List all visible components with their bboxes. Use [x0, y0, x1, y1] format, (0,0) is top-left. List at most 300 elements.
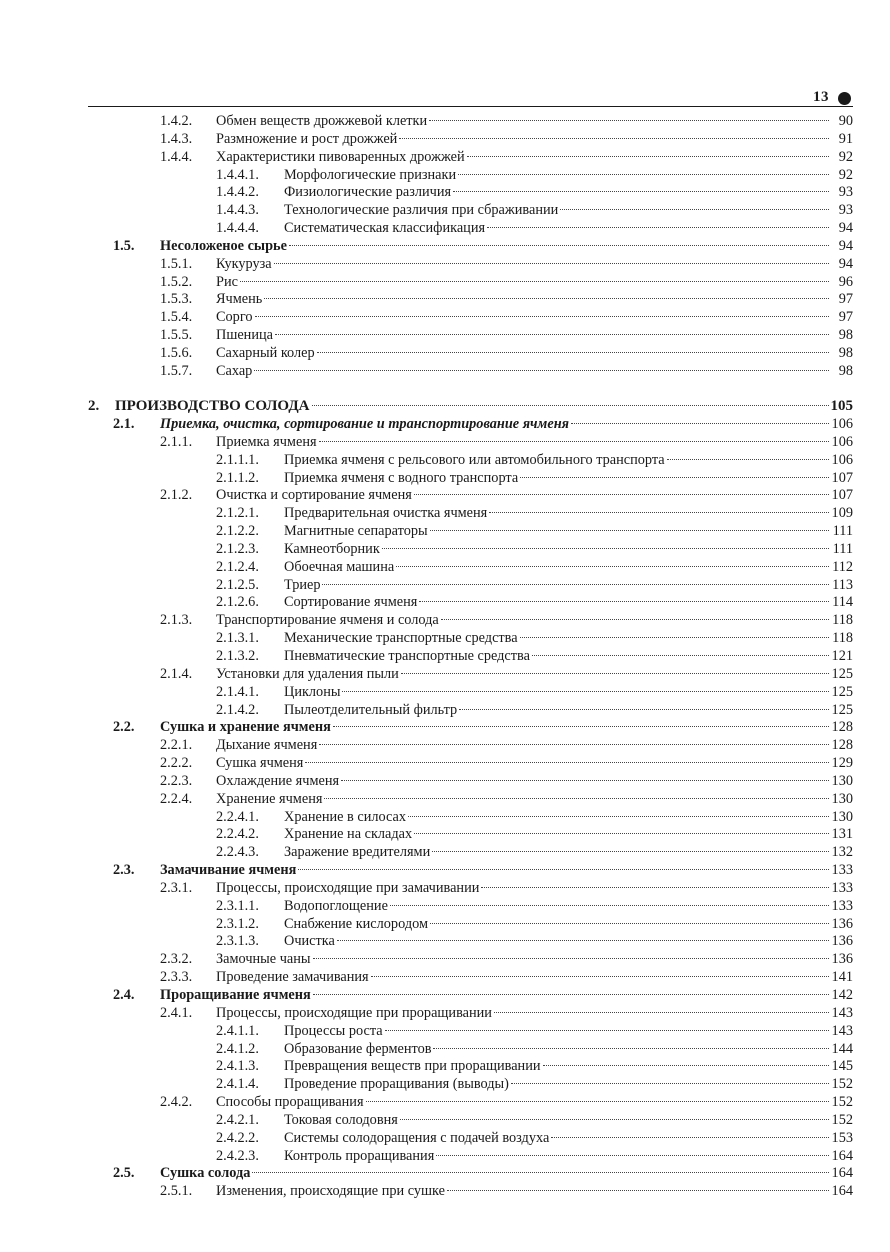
toc-entry-page: 114 — [832, 594, 853, 611]
toc-entry-number: 2. — [88, 398, 100, 415]
toc-entry-title: Циклоны — [284, 683, 341, 700]
toc-entry[interactable] — [88, 202, 853, 220]
toc-entry-number: 2.3.1.3. — [216, 933, 259, 950]
toc-entry[interactable] — [88, 951, 853, 969]
toc-entry[interactable] — [88, 630, 853, 648]
dot-leader — [264, 298, 829, 299]
toc-entry-number: 2.2.3. — [160, 772, 193, 789]
toc-entry[interactable] — [88, 541, 853, 559]
header-rule — [88, 106, 853, 107]
dot-leader — [543, 1065, 830, 1066]
toc-entry-page: 143 — [831, 1022, 853, 1039]
toc-entry-number: 2.4.1.1. — [216, 1022, 259, 1039]
toc-entry[interactable] — [88, 363, 853, 381]
dot-leader — [312, 405, 829, 406]
toc-entry-page: 132 — [831, 844, 853, 861]
toc-entry[interactable] — [88, 1183, 853, 1201]
toc-entry-page: 130 — [831, 790, 853, 807]
toc-entry[interactable] — [88, 844, 853, 862]
toc-entry-number: 2.2. — [113, 719, 135, 736]
toc-entry[interactable] — [88, 184, 853, 202]
toc-entry-number: 2.2.4.3. — [216, 844, 259, 861]
toc-entry-title: Триер — [284, 576, 321, 593]
dot-leader — [432, 851, 829, 852]
toc-entry-number: 1.4.4.1. — [216, 166, 259, 183]
dot-leader — [441, 619, 829, 620]
toc-entry[interactable] — [88, 916, 853, 934]
toc-entry-number: 2.1.2.2. — [216, 523, 259, 540]
toc-entry-title: Процессы, происходящие при замачивании — [216, 879, 480, 896]
toc-entry[interactable] — [88, 612, 853, 630]
toc-entry-title: Приемка, очистка, сортирование и транспортирование ячменя — [160, 416, 570, 432]
toc-entry-page: 145 — [831, 1058, 853, 1075]
toc-entry-number: 2.3.1.1. — [216, 897, 259, 914]
toc-entry-page: 106 — [831, 451, 853, 468]
toc-entry-number: 2.2.4. — [160, 790, 193, 807]
toc-entry-number: 2.4.2.3. — [216, 1147, 259, 1164]
dot-leader — [408, 816, 829, 817]
toc-entry-number: 2.1.2.3. — [216, 540, 259, 557]
toc-entry[interactable] — [88, 755, 853, 773]
toc-entry[interactable] — [88, 809, 853, 827]
toc-entry-title: Очистка — [284, 933, 335, 950]
dot-leader — [317, 352, 829, 353]
toc-entry-title: Сорго — [216, 309, 253, 326]
toc-entry-page: 136 — [831, 933, 853, 950]
dot-leader — [571, 423, 829, 424]
toc-entry-number: 2.4.2.1. — [216, 1111, 259, 1128]
toc-entry[interactable] — [88, 1058, 853, 1076]
toc-entry-title: Приемка ячменя с водного транспорта — [284, 469, 519, 486]
toc-entry-title: Проращивание ячменя — [160, 987, 311, 1003]
toc-entry-page: 109 — [831, 505, 853, 522]
toc-entry-title: Замочные чаны — [216, 951, 311, 968]
dot-leader — [396, 566, 829, 567]
toc-entry-title: Размножение и рост дрожжей — [216, 130, 398, 147]
toc-entry[interactable] — [88, 559, 853, 577]
toc-entry[interactable] — [88, 594, 853, 612]
toc-entry-title: Контроль проращивания — [284, 1147, 435, 1164]
toc-entry-page: 94 — [838, 255, 853, 272]
toc-entry[interactable] — [88, 702, 853, 720]
dot-leader — [667, 459, 829, 460]
toc-entry-number: 2.1. — [113, 416, 135, 432]
toc-entry-number: 2.2.1. — [160, 737, 193, 754]
toc-entry[interactable] — [88, 684, 853, 702]
toc-entry-page: 121 — [831, 647, 853, 664]
toc-entry[interactable] — [88, 737, 853, 755]
toc-entry-title: Установки для удаления пыли — [216, 665, 399, 682]
dot-leader — [494, 1012, 829, 1013]
dot-leader — [319, 744, 829, 745]
toc-entry-number: 2.1.1. — [160, 433, 193, 450]
dot-leader — [560, 209, 829, 210]
toc-entry-number: 1.5.6. — [160, 344, 193, 361]
toc-entry[interactable] — [88, 1023, 853, 1041]
toc-entry-page: 107 — [831, 469, 853, 486]
toc-entry[interactable] — [88, 1094, 853, 1112]
dot-leader — [240, 281, 829, 282]
toc-entry-number: 1.4.4.4. — [216, 220, 259, 237]
toc-entry[interactable] — [88, 719, 853, 737]
toc-entry[interactable] — [88, 826, 853, 844]
toc-entry-number: 2.1.4. — [160, 665, 193, 682]
toc-entry-page: 144 — [831, 1040, 853, 1057]
bullet-dot-icon — [838, 92, 851, 105]
toc-entry-page: 93 — [838, 202, 853, 219]
toc-entry-page: 164 — [831, 1165, 853, 1182]
toc-entry-number: 2.3.3. — [160, 969, 193, 986]
toc-entry-title: Систематическая классификация — [284, 220, 486, 237]
dot-leader — [366, 1101, 829, 1102]
dot-leader — [275, 334, 829, 335]
toc-entry-page: 128 — [831, 719, 853, 736]
toc-entry-title: Хранение на складах — [284, 826, 413, 843]
toc-entry[interactable] — [88, 523, 853, 541]
toc-entry[interactable] — [88, 505, 853, 523]
toc-entry-title: Процессы, происходящие при проращивании — [216, 1004, 492, 1021]
toc-entry-page: 133 — [831, 897, 853, 914]
toc-entry-number: 2.4. — [113, 987, 135, 1003]
toc-entry-title: Снабжение кислородом — [284, 915, 429, 932]
toc-entry-number: 2.2.2. — [160, 755, 193, 772]
toc-entry-page: 105 — [830, 398, 853, 415]
table-of-contents — [88, 113, 853, 1201]
toc-entry[interactable] — [88, 862, 853, 880]
toc-entry-page: 98 — [838, 362, 853, 379]
toc-entry-title: Механические транспортные средства — [284, 630, 518, 647]
toc-entry-title: Ячмень — [216, 291, 263, 308]
toc-entry-title: ПРОИЗВОДСТВО СОЛОДА — [115, 398, 310, 415]
toc-entry-page: 90 — [838, 113, 853, 129]
toc-entry[interactable] — [88, 220, 853, 238]
dot-leader — [322, 584, 829, 585]
toc-entry-title: Процессы роста — [284, 1022, 383, 1039]
toc-entry-page: 125 — [831, 701, 853, 718]
dot-leader — [298, 869, 829, 870]
toc-entry[interactable] — [88, 327, 853, 345]
toc-entry[interactable] — [88, 487, 853, 505]
dot-leader — [400, 1119, 829, 1120]
toc-entry-number: 2.5. — [113, 1165, 135, 1182]
toc-entry-title: Сушка солода — [160, 1165, 251, 1182]
toc-entry[interactable] — [88, 880, 853, 898]
dot-leader — [390, 905, 829, 906]
toc-entry-title: Рис — [216, 273, 238, 290]
toc-entry-title: Способы проращивания — [216, 1094, 364, 1111]
toc-entry-number: 1.5.4. — [160, 309, 193, 326]
dot-leader — [371, 976, 829, 977]
toc-entry-title: Водопоглощение — [284, 897, 388, 914]
toc-entry-title: Камнеотборник — [284, 540, 380, 557]
toc-entry-page: 136 — [831, 951, 853, 968]
toc-entry-number: 1.4.4. — [160, 148, 193, 165]
dot-leader — [419, 601, 829, 602]
toc-entry-number: 1.5.2. — [160, 273, 193, 290]
toc-entry[interactable] — [88, 933, 853, 951]
toc-entry-page: 130 — [831, 808, 853, 825]
toc-entry[interactable] — [88, 238, 853, 256]
dot-leader — [289, 245, 829, 246]
toc-entry-number: 2.1.2.6. — [216, 594, 259, 611]
toc-entry-title: Превращения веществ при проращивании — [284, 1058, 541, 1075]
dot-leader — [429, 120, 829, 121]
toc-entry-number: 2.1.2.4. — [216, 558, 259, 575]
page-header — [88, 90, 853, 108]
toc-entry-page: 152 — [831, 1076, 853, 1093]
dot-leader — [305, 762, 829, 763]
dot-leader — [551, 1137, 829, 1138]
dot-leader — [399, 138, 829, 139]
toc-entry[interactable] — [88, 1165, 853, 1183]
toc-entry-title: Сахарный колер — [216, 344, 315, 361]
dot-leader — [255, 316, 830, 317]
toc-entry[interactable] — [88, 898, 853, 916]
toc-entry-number: 1.5.1. — [160, 255, 193, 272]
dot-leader — [459, 709, 829, 710]
toc-entry-page: 142 — [831, 987, 853, 1003]
toc-entry-number: 2.4.1. — [160, 1004, 193, 1021]
toc-entry-title: Образование ферментов — [284, 1040, 432, 1057]
toc-entry-title: Замачивание ячменя — [160, 862, 297, 879]
toc-entry[interactable] — [88, 291, 853, 309]
toc-entry-title: Токовая солодовня — [284, 1111, 398, 1128]
toc-entry[interactable] — [88, 470, 853, 488]
toc-entry-number: 2.1.4.2. — [216, 701, 259, 718]
toc-entry-title: Приемка ячменя с рельсового или автомобильного транспорта — [284, 451, 665, 468]
toc-entry[interactable] — [88, 434, 853, 452]
toc-entry-page: 107 — [831, 487, 853, 504]
toc-entry-page: 92 — [838, 148, 853, 165]
toc-entry-number: 2.1.4.1. — [216, 683, 259, 700]
toc-entry-number: 2.4.2.2. — [216, 1129, 259, 1146]
toc-entry-page: 113 — [832, 576, 853, 593]
toc-entry-page: 97 — [838, 291, 853, 308]
toc-entry-number: 2.1.2. — [160, 487, 193, 504]
toc-entry-title: Транспортирование ячменя и солода — [216, 612, 439, 629]
toc-entry-title: Проведение замачивания — [216, 969, 369, 986]
toc-entry[interactable] — [88, 274, 853, 292]
toc-entry[interactable] — [88, 309, 853, 327]
toc-entry-page: 143 — [831, 1004, 853, 1021]
toc-entry-title: Системы солодоращения с подачей воздуха — [284, 1129, 550, 1146]
toc-entry-number: 1.4.4.3. — [216, 202, 259, 219]
toc-entry-number: 2.3. — [113, 862, 135, 879]
toc-entry-title: Охлаждение ячменя — [216, 772, 340, 789]
toc-entry-title: Кукуруза — [216, 255, 272, 272]
toc-entry-number: 2.4.1.2. — [216, 1040, 259, 1057]
toc-entry-page: 130 — [831, 772, 853, 789]
dot-leader — [511, 1083, 829, 1084]
toc-entry[interactable] — [88, 1112, 853, 1130]
toc-entry-page: 91 — [838, 130, 853, 147]
dot-leader — [481, 887, 829, 888]
toc-entry-number: 2.2.4.1. — [216, 808, 259, 825]
dot-leader — [313, 958, 830, 959]
toc-entry-number: 2.1.2.1. — [216, 505, 259, 522]
toc-entry-title: Хранение в силосах — [284, 808, 407, 825]
toc-entry-page: 141 — [831, 969, 853, 986]
dot-leader — [487, 227, 829, 228]
toc-entry-number: 2.3.1. — [160, 879, 193, 896]
toc-entry-page: 131 — [831, 826, 853, 843]
dot-leader — [401, 673, 829, 674]
toc-entry-page: 93 — [838, 184, 853, 201]
dot-leader — [252, 1172, 829, 1173]
dot-leader — [430, 530, 829, 531]
toc-entry-page: 152 — [831, 1094, 853, 1111]
dot-leader — [333, 726, 829, 727]
toc-entry-title: Обоечная машина — [284, 558, 395, 575]
dot-leader — [520, 477, 829, 478]
dot-leader — [337, 940, 829, 941]
toc-entry-page: 125 — [831, 683, 853, 700]
toc-entry-page: 164 — [831, 1183, 853, 1200]
toc-entry-page: 106 — [831, 433, 853, 450]
dot-leader — [414, 494, 829, 495]
toc-entry-title: Обмен веществ дрожжевой клетки — [216, 113, 428, 129]
toc-entry-number: 2.3.1.2. — [216, 915, 259, 932]
toc-entry-title: Сахар — [216, 362, 253, 379]
dot-leader — [532, 655, 829, 656]
toc-entry[interactable] — [88, 648, 853, 666]
toc-entry-title: Технологические различия при сбраживании — [284, 202, 559, 219]
toc-entry-number: 2.1.3.1. — [216, 630, 259, 647]
toc-entry-number: 1.4.4.2. — [216, 184, 259, 201]
toc-entry[interactable] — [88, 577, 853, 595]
toc-entry-page: 153 — [831, 1129, 853, 1146]
toc-entry-number: 2.4.1.4. — [216, 1076, 259, 1093]
toc-entry-title: Сушка ячменя — [216, 755, 304, 772]
toc-entry-number: 2.1.2.5. — [216, 576, 259, 593]
toc-entry-number: 1.5.5. — [160, 327, 193, 344]
toc-entry-page: 125 — [831, 665, 853, 682]
toc-entry-page: 111 — [832, 540, 853, 557]
toc-entry-number: 2.1.3. — [160, 612, 193, 629]
toc-entry-page: 133 — [831, 862, 853, 879]
toc-entry[interactable] — [88, 167, 853, 185]
dot-leader — [341, 780, 829, 781]
toc-entry[interactable] — [88, 345, 853, 363]
toc-entry[interactable] — [88, 416, 853, 434]
dot-leader — [319, 441, 829, 442]
dot-leader — [382, 548, 829, 549]
toc-entry-title: Заражение вредителями — [284, 844, 431, 861]
toc-entry-page: 164 — [831, 1147, 853, 1164]
toc-entry-title: Очистка и сортирование ячменя — [216, 487, 412, 504]
toc-entry-page: 111 — [832, 523, 853, 540]
dot-leader — [414, 833, 829, 834]
toc-entry-title: Изменения, происходящие при сушке — [216, 1183, 445, 1200]
toc-entry-number: 1.4.2. — [160, 113, 193, 129]
toc-entry-page: 96 — [838, 273, 853, 290]
toc-entry-page: 118 — [832, 612, 853, 629]
toc-entry-number: 2.1.1.2. — [216, 469, 259, 486]
toc-entry-page: 118 — [832, 630, 853, 647]
dot-leader — [274, 263, 829, 264]
toc-entry-page: 94 — [838, 237, 853, 254]
toc-entry-number: 2.2.4.2. — [216, 826, 259, 843]
dot-leader — [436, 1155, 829, 1156]
toc-entry-title: Несоложеное сырье — [160, 237, 287, 254]
toc-entry-page: 128 — [831, 737, 853, 754]
dot-leader — [324, 798, 829, 799]
toc-entry-title: Проведение проращивания (выводы) — [284, 1076, 509, 1093]
toc-entry[interactable] — [88, 1005, 853, 1023]
toc-entry-number: 2.3.2. — [160, 951, 193, 968]
toc-entry-title: Предварительная очистка ячменя — [284, 505, 488, 522]
toc-entry-number: 1.5. — [113, 237, 135, 254]
toc-entry[interactable] — [88, 1148, 853, 1166]
toc-entry-title: Морфологические признаки — [284, 166, 457, 183]
toc-entry-title: Пневматические транспортные средства — [284, 647, 530, 664]
toc-entry-title: Приемка ячменя — [216, 433, 317, 450]
toc-entry-title: Пылеотделительный фильтр — [284, 701, 458, 718]
toc-entry[interactable] — [88, 149, 853, 167]
page-number: 13 — [813, 89, 829, 105]
toc-entry-title: Сушка и хранение ячменя — [160, 719, 331, 736]
toc-entry-number: 2.1.1.1. — [216, 451, 259, 468]
toc-entry[interactable] — [88, 256, 853, 274]
toc-entry-page: 94 — [838, 220, 853, 237]
toc-entry-title: Характеристики пивоваренных дрожжей — [216, 148, 465, 165]
toc-entry-number: 2.4.1.3. — [216, 1058, 259, 1075]
dot-leader — [458, 174, 829, 175]
toc-entry-page: 133 — [831, 879, 853, 896]
toc-entry-title: Физиологические различия — [284, 184, 452, 201]
toc-entry[interactable] — [88, 1041, 853, 1059]
toc-entry-number: 2.4.2. — [160, 1094, 193, 1111]
toc-entry-title: Дыхание ячменя — [216, 737, 318, 754]
toc-entry[interactable] — [88, 1130, 853, 1148]
toc-entry[interactable] — [88, 666, 853, 684]
toc-entry-number: 1.4.3. — [160, 130, 193, 147]
dot-leader — [430, 923, 829, 924]
toc-entry[interactable] — [88, 791, 853, 809]
toc-entry[interactable] — [88, 398, 853, 416]
toc-entry[interactable] — [88, 131, 853, 149]
dot-leader — [467, 156, 829, 157]
toc-entry-number: 2.5.1. — [160, 1183, 193, 1200]
dot-leader — [385, 1030, 829, 1031]
toc-entry-page: 97 — [838, 309, 853, 326]
toc-entry-page: 92 — [838, 166, 853, 183]
dot-leader — [520, 637, 829, 638]
toc-entry-title: Магнитные сепараторы — [284, 523, 428, 540]
toc-entry-number: 1.5.7. — [160, 362, 193, 379]
toc-entry-page: 136 — [831, 915, 853, 932]
toc-entry-page: 98 — [838, 344, 853, 361]
toc-entry[interactable] — [88, 452, 853, 470]
toc-entry-page: 112 — [832, 558, 853, 575]
toc-entry[interactable] — [88, 1076, 853, 1094]
toc-entry-page: 98 — [838, 327, 853, 344]
toc-entry[interactable] — [88, 773, 853, 791]
dot-leader — [313, 994, 829, 995]
toc-entry-number: 2.1.3.2. — [216, 647, 259, 664]
toc-entry-title: Пшеница — [216, 327, 273, 344]
dot-leader — [342, 691, 829, 692]
dot-leader — [447, 1190, 829, 1191]
toc-entry[interactable] — [88, 987, 853, 1005]
toc-entry[interactable] — [88, 113, 853, 131]
toc-entry-title: Сортирование ячменя — [284, 594, 418, 611]
toc-entry[interactable] — [88, 969, 853, 987]
dot-leader — [489, 512, 829, 513]
toc-entry-number: 1.5.3. — [160, 291, 193, 308]
dot-leader — [433, 1048, 829, 1049]
toc-entry-page: 106 — [831, 416, 853, 432]
